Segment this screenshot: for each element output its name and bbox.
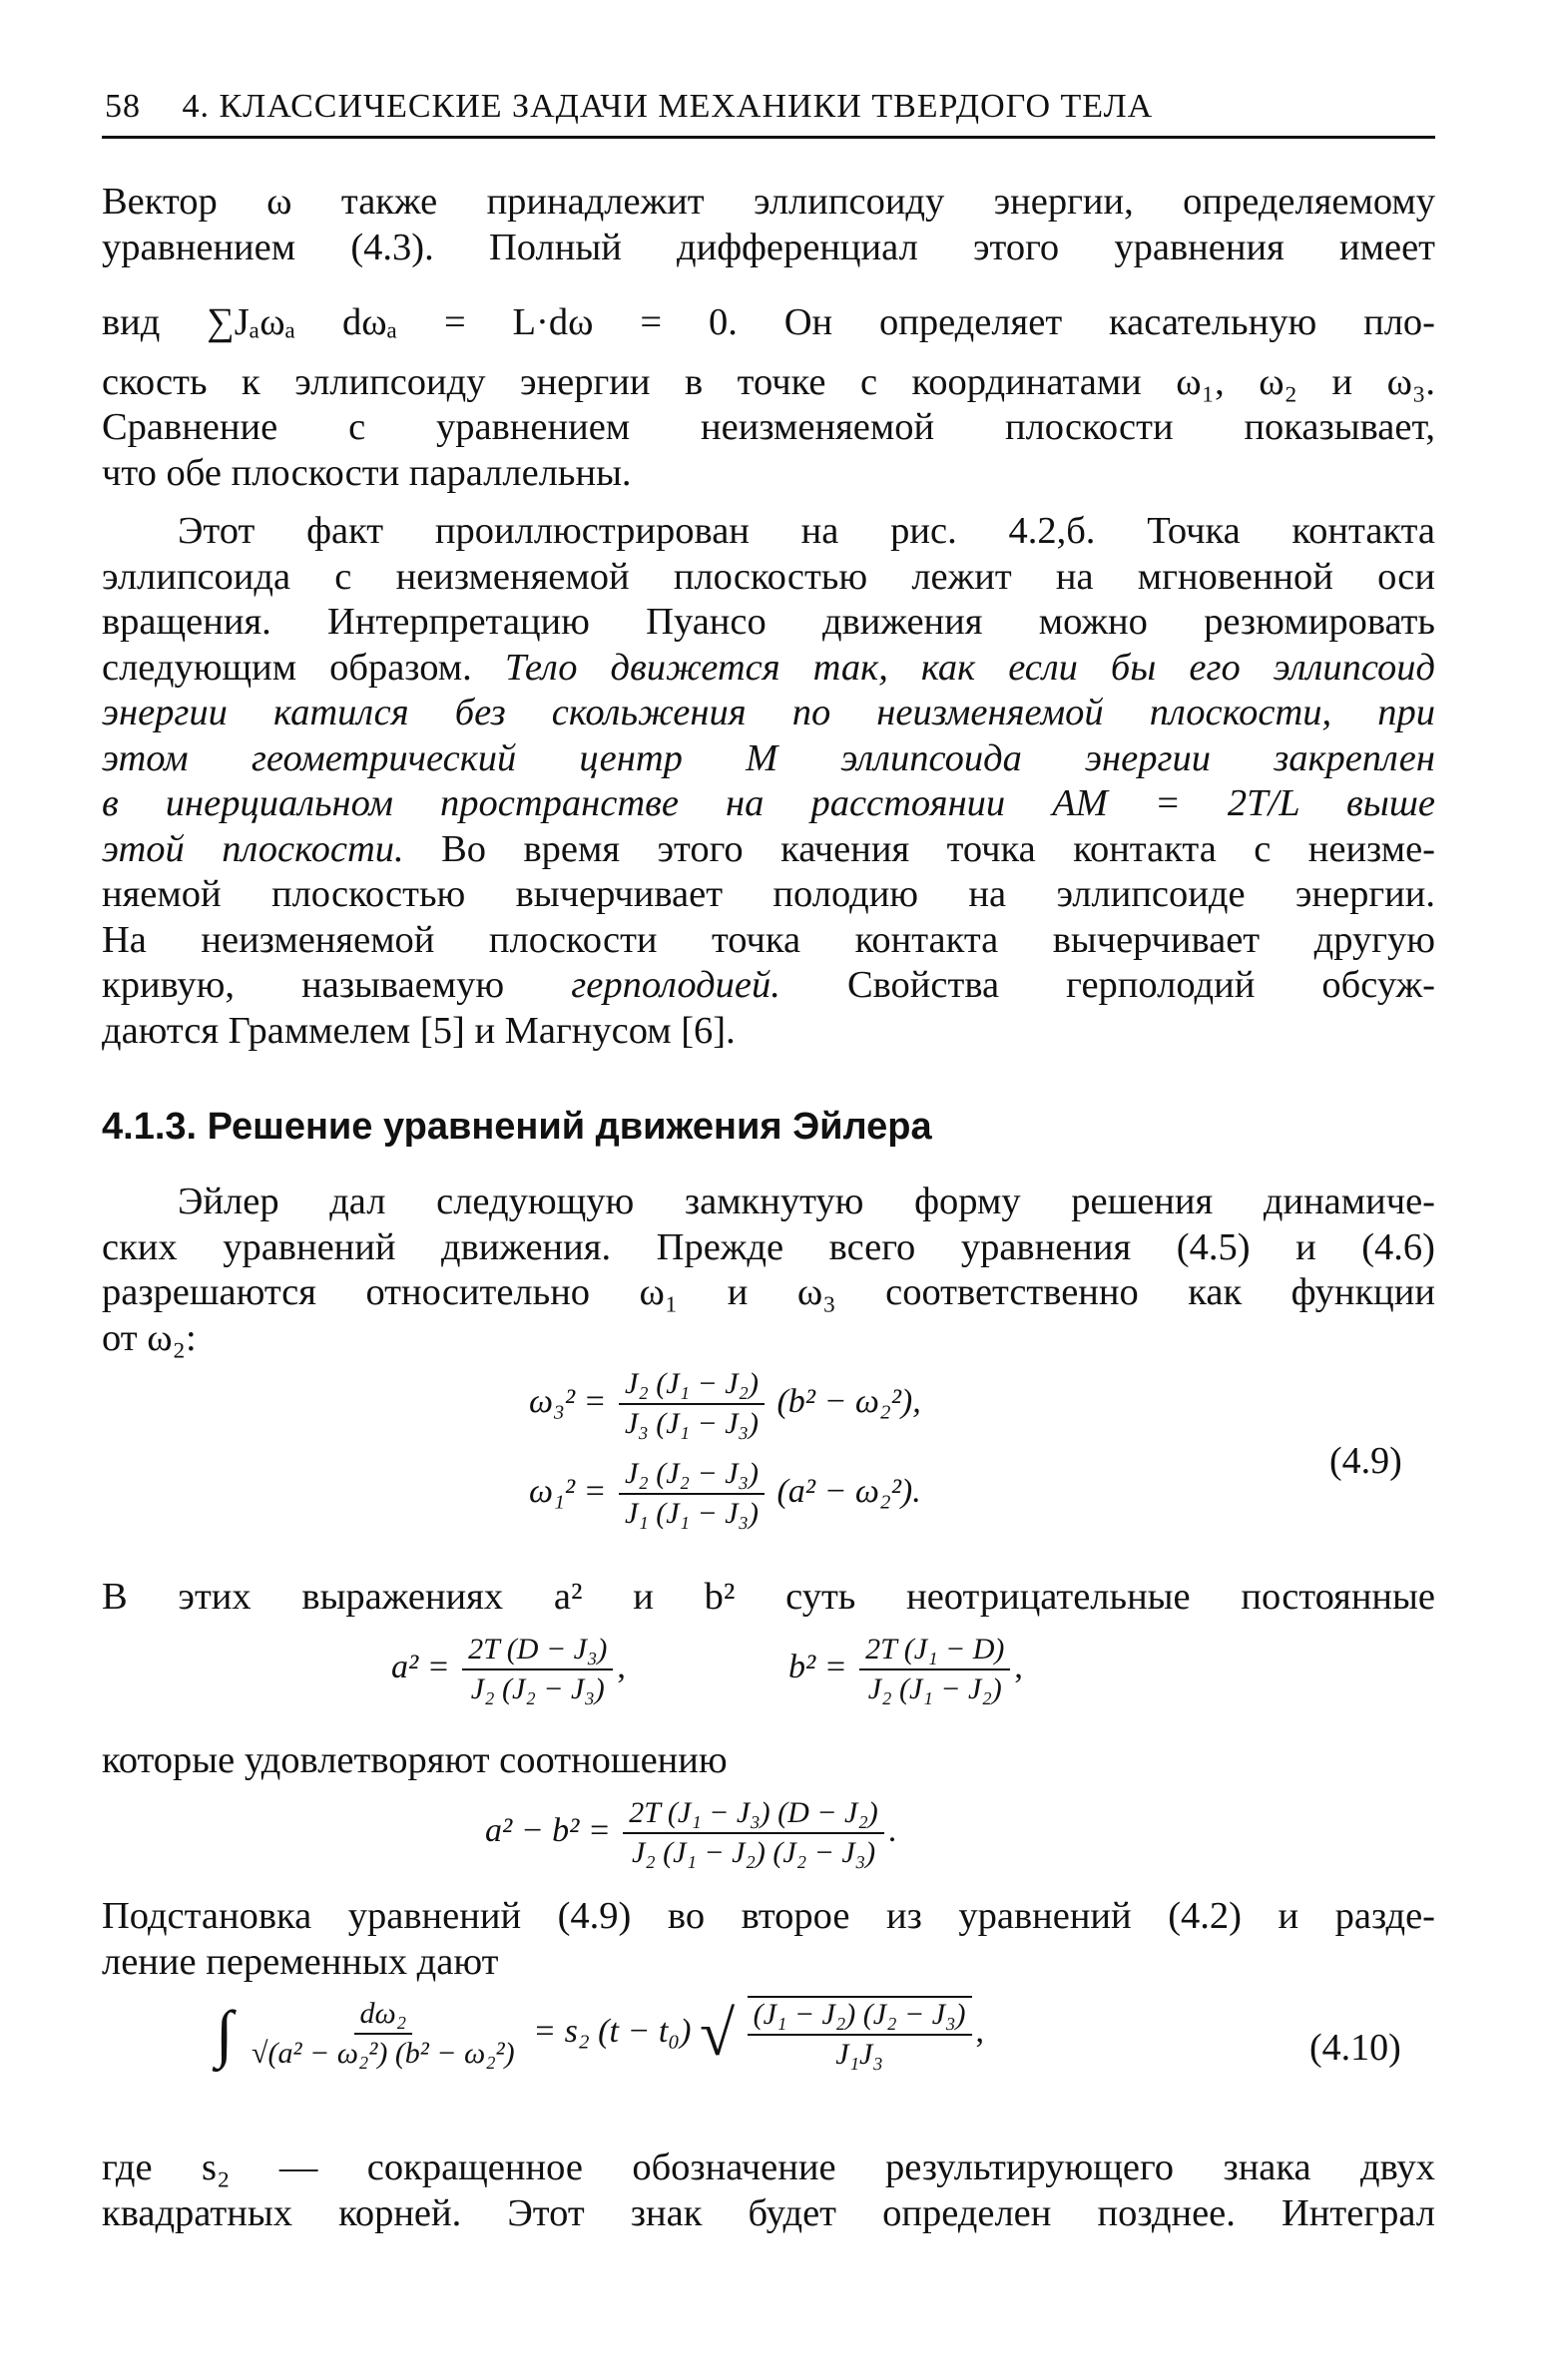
paragraph-2	[102, 509, 1435, 1054]
text-line: энергии катился без скольжения по неизменяемой плоскости, при	[102, 692, 1435, 733]
fraction-numerator: (J₁ − J₂) (J₂ − J₃)	[748, 1998, 972, 2036]
equation-lhs: a² − b² =	[485, 1811, 611, 1849]
equation-rhs: (b² − ω₂²),	[776, 1382, 921, 1420]
italic-segment: этой плоскости.	[102, 827, 404, 870]
text-line: Подстановка уравнений (4.9) во второе из уравнений (4.2) и разде-	[102, 1895, 1435, 1937]
text-line: Эйлер дал следующую замкнутую форму решения динамиче-	[178, 1181, 1435, 1222]
text-line: ских уравнений движения. Прежде всего уравнения (4.5) и (4.6)	[102, 1225, 1435, 1268]
fraction-denominator: J₁J₃	[835, 2038, 883, 2071]
equation-lhs: ω₃² =	[529, 1382, 607, 1420]
italic-segment: Тело движется так, как если бы его эллипсоид	[504, 646, 1435, 689]
text-line: вращения. Интерпретацию Пуансо движения можно резюмировать	[102, 601, 1435, 643]
period: .	[887, 1811, 897, 1849]
fraction-numerator: dω₂	[354, 1997, 413, 2035]
text-line: Вектор ω также принадлежит эллипсоиду энергии, определяемому	[102, 181, 1435, 223]
equation-middle: = s₂ (t − t₀)	[533, 2012, 692, 2050]
italic-segment: герполодией.	[571, 964, 780, 1006]
fraction-numerator: 2T (J₁ − J₃) (D − J₂)	[623, 1796, 884, 1834]
text-line: няемой плоскостью вычерчивает полодию на эллипсоиде энергии.	[102, 873, 1435, 915]
fraction	[619, 1457, 765, 1531]
equation-a-squared	[391, 1633, 626, 1706]
fraction-denominator: J₂ (J₁ − J₂) (J₂ − J₃)	[631, 1836, 876, 1869]
text-line: в инерциальном пространстве на расстоянии AM = 2T/L выше	[102, 782, 1435, 824]
text-segment: Свойства герполодий обсуж-	[779, 964, 1435, 1006]
text-line: скость к эллипсоиду энергии в точке с координатами ω₁, ω₂ и ω₃.	[102, 360, 1435, 403]
fraction-numerator: 2T (J₁ − D)	[859, 1633, 1010, 1670]
comma: ,	[1014, 1648, 1023, 1685]
fraction-denominator: J₂ (J₂ − J₃)	[470, 1672, 605, 1705]
running-header	[105, 88, 1432, 126]
text-line: разрешаются относительно ω₁ и ω₃ соответственно как функции	[102, 1271, 1435, 1313]
fraction-denominator: J₁ (J₁ − J₃)	[624, 1497, 759, 1530]
equation-lhs: a² =	[391, 1648, 450, 1685]
fraction-denominator: J₃ (J₁ − J₃)	[624, 1407, 759, 1440]
fraction	[859, 1633, 1010, 1706]
equation-lhs: b² =	[788, 1648, 847, 1685]
fraction-denominator: J₂ (J₁ − J₂)	[867, 1672, 1002, 1705]
fraction-denominator: √(a² − ω₂²) (b² − ω₂²)	[252, 2037, 515, 2070]
text-line: что обе плоскости параллельны.	[102, 451, 632, 494]
text-line: В этих выражениях a² и b² суть неотрицательные постоянные	[102, 1576, 1435, 1618]
sqrt-fraction	[748, 1996, 972, 2072]
equation-4-9-line-1	[529, 1367, 921, 1441]
text-line: Сравнение с уравнением неизменяемой плоскости показывает,	[102, 406, 1435, 448]
paragraph-1	[102, 180, 1435, 496]
fraction	[619, 1367, 765, 1441]
fraction	[246, 1997, 521, 2071]
fraction	[462, 1633, 613, 1706]
text-line: квадратных корней. Этот знак будет определен позднее. Интеграл	[102, 2191, 1435, 2234]
text-line	[102, 646, 1435, 692]
fraction	[623, 1796, 884, 1870]
text-line: от ω₂:	[102, 1316, 197, 1359]
equation-rhs: (a² − ω₂²).	[776, 1472, 921, 1510]
paragraph-3	[102, 1180, 1435, 1361]
comma: ,	[975, 2012, 985, 2050]
paragraph-7	[102, 2145, 1435, 2236]
running-title: 4. КЛАССИЧЕСКИЕ ЗАДАЧИ МЕХАНИКИ ТВЕРДОГО ТЕЛА	[182, 88, 1154, 125]
text-line: где s₂ — сокращенное обозначение результирующего знака двух	[102, 2146, 1435, 2188]
text-segment: следующим образом.	[102, 646, 505, 689]
paragraph-4	[102, 1575, 1435, 1621]
text-segment: кривую, называемую	[102, 964, 572, 1006]
integral-sign: ∫	[216, 1998, 234, 2069]
comma: ,	[617, 1648, 626, 1685]
equation-a2-minus-b2	[485, 1796, 896, 1870]
text-line: эллипсоида с неизменяемой плоскостью лежит на мгновенной оси	[102, 555, 1435, 598]
equation-lhs: ω₁² =	[529, 1472, 607, 1510]
text-line: которые удовлетворяют соотношению	[102, 1739, 728, 1781]
paragraph-6	[102, 1894, 1435, 1985]
fraction-numerator: J₂ (J₁ − J₂)	[619, 1367, 765, 1405]
fraction-numerator: 2T (D − J₃)	[462, 1633, 613, 1670]
equation-4-10	[216, 1996, 984, 2072]
text-line: даются Граммелем [5] и Магнусом [6].	[102, 1009, 736, 1052]
page-number: 58	[105, 88, 141, 125]
equation-number: (4.9)	[1329, 1440, 1402, 1482]
text-segment: Во время этого качения точка контакта с неизме-	[403, 827, 1435, 870]
equation-4-9-line-2	[529, 1457, 921, 1531]
text-line: уравнением (4.3). Полный дифференциал этого уравнения имеет	[102, 226, 1435, 268]
text-line: ление переменных дают	[102, 1940, 499, 1983]
text-line	[102, 827, 1435, 873]
text-line: На неизменяемой плоскости точка контакта вычерчивает другую	[102, 918, 1435, 961]
sqrt-sign: √	[699, 1998, 736, 2069]
fraction-numerator: J₂ (J₂ − J₃)	[619, 1457, 765, 1495]
section-heading: 4.1.3. Решение уравнений движения Эйлера	[102, 1106, 932, 1148]
equation-number: (4.10)	[1309, 2027, 1401, 2069]
text-line: вид ∑Jₐωₐ dωₐ = L·dω = 0. Он определяет касательную пло-	[102, 301, 1435, 343]
paragraph-5	[102, 1738, 1435, 1784]
text-line: Этот факт проиллюстрирован на рис. 4.2,б. Точка контакта	[178, 510, 1435, 552]
header-rule	[102, 136, 1435, 139]
equation-b-squared	[788, 1633, 1023, 1706]
text-line	[102, 963, 1435, 1009]
text-line: этом геометрический центр M эллипсоида энергии закреплен	[102, 736, 1435, 779]
